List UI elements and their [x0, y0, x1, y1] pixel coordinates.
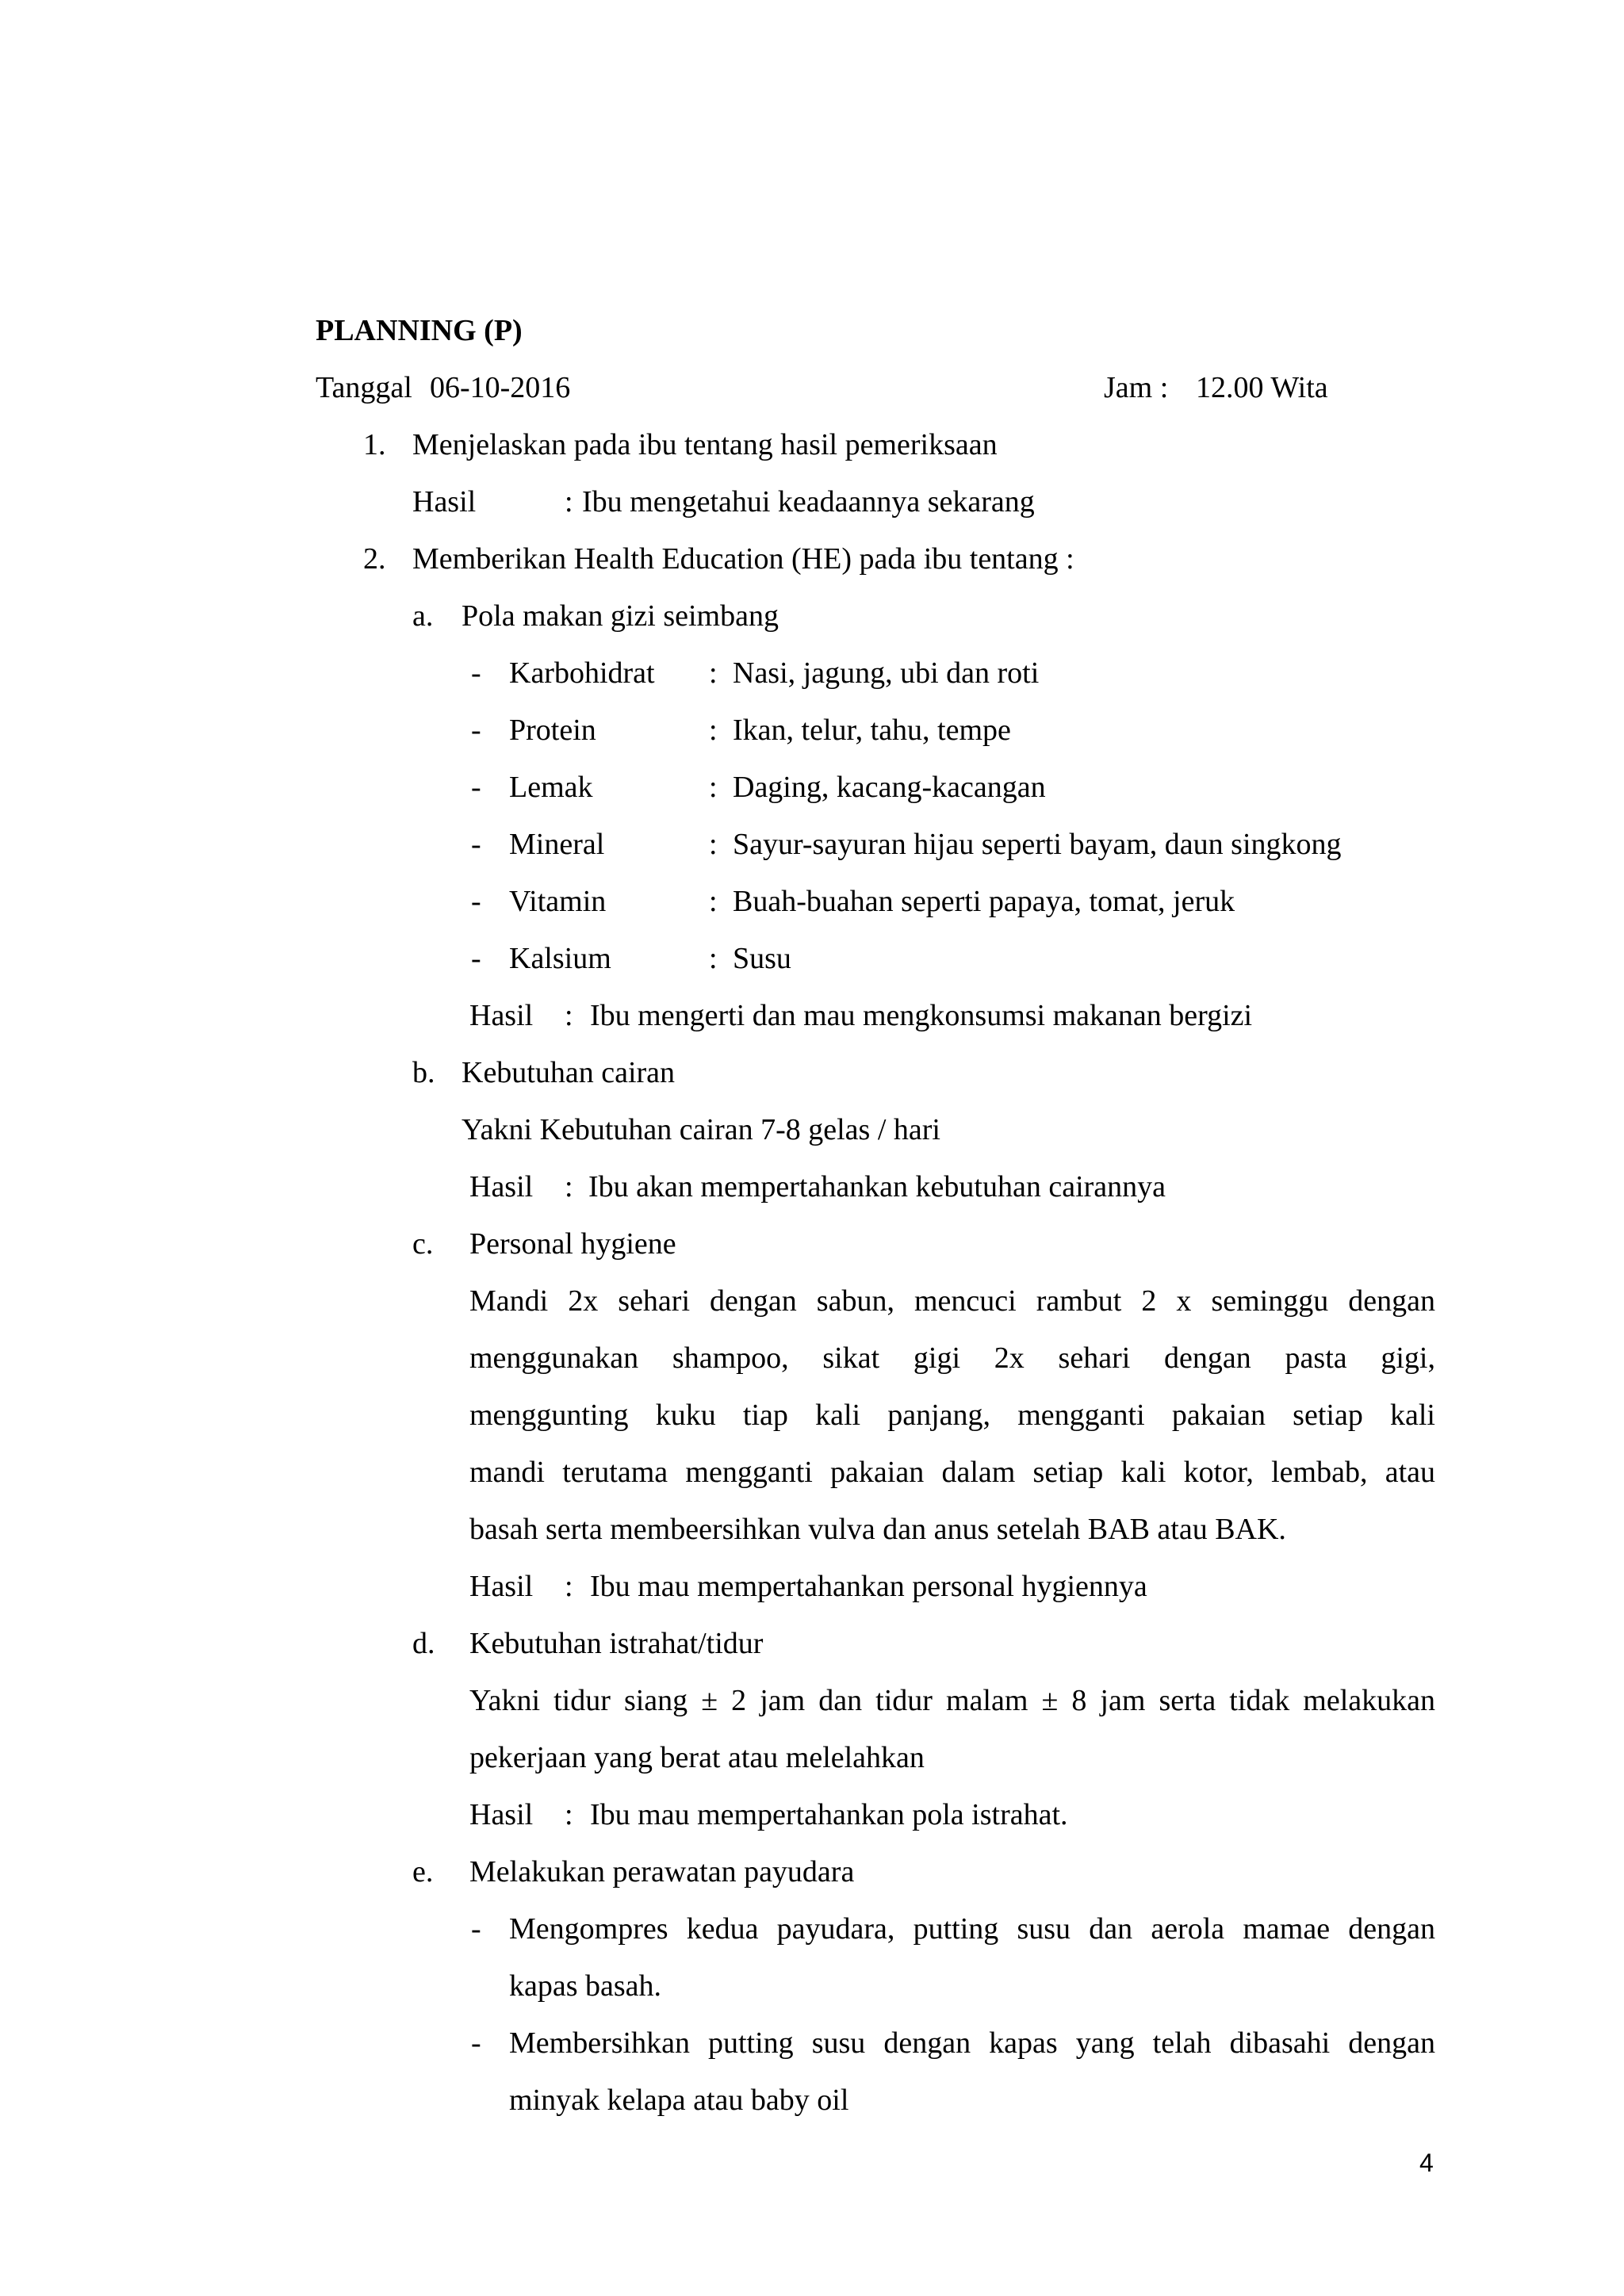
step-dash: -	[471, 1912, 481, 1946]
nutrient-separator: :	[709, 656, 718, 690]
date-value: 06-10-2016	[430, 371, 571, 404]
subitem-c-paragraph-line: menggunakan shampoo, sikat gigi 2x sehari dengan pasta gigi,	[469, 1341, 1435, 1375]
subitem-a-letter: a.	[412, 599, 434, 633]
subitem-a-title: Pola makan gizi seimbang	[462, 599, 779, 633]
nutrient-dash: -	[471, 942, 481, 975]
nutrient-dash: -	[471, 885, 481, 918]
step-line: Mengompres kedua payudara, putting susu dan aerola mamae dengan	[509, 1912, 1435, 1946]
page-heading: PLANNING (P)	[316, 314, 523, 347]
subitem-e-letter: e.	[412, 1855, 434, 1888]
subitem-c-title: Personal hygiene	[469, 1227, 676, 1261]
subitem-c-paragraph-last-line: basah serta membeersihkan vulva dan anus setelah BAB atau BAK.	[469, 1513, 1286, 1546]
nutrient-value: Buah-buahan seperti papaya, tomat, jeruk	[733, 885, 1235, 918]
subitem-d-result-separator: :	[565, 1798, 573, 1831]
item-1-result-label: Hasil	[412, 485, 477, 519]
nutrient-name: Vitamin	[509, 885, 607, 918]
step-line: kapas basah.	[509, 1969, 662, 2003]
subitem-d-description-line: pekerjaan yang berat atau melelahkan	[469, 1741, 925, 1774]
nutrient-dash: -	[471, 771, 481, 804]
subitem-d-result-text: Ibu mau mempertahankan pola istrahat.	[590, 1798, 1068, 1831]
step-dash: -	[471, 2026, 481, 2060]
item-1-number: 1.	[363, 428, 386, 461]
subitem-c-result-text: Ibu mau mempertahankan personal hygiennya	[590, 1570, 1147, 1603]
time-label: Jam :	[1104, 371, 1169, 404]
item-2-text: Memberikan Health Education (HE) pada ibu tentang :	[412, 542, 1074, 576]
subitem-b-letter: b.	[412, 1056, 435, 1089]
item-1-text: Menjelaskan pada ibu tentang hasil pemeriksaan	[412, 428, 998, 461]
time-value: 12.00 Wita	[1196, 371, 1328, 404]
step-line: Membersihkan putting susu dengan kapas yang telah dibasahi dengan	[509, 2026, 1435, 2060]
subitem-e-title: Melakukan perawatan payudara	[469, 1855, 855, 1888]
item-1-result-separator: :	[565, 485, 573, 519]
subitem-b-result-label: Hasil	[469, 1170, 534, 1203]
nutrient-separator: :	[709, 714, 718, 747]
subitem-c-result-label: Hasil	[469, 1570, 534, 1603]
subitem-a-result-text: Ibu mengerti dan mau mengkonsumsi makanan bergizi	[590, 999, 1253, 1032]
nutrient-name: Lemak	[509, 771, 593, 804]
subitem-d-description-line: Yakni tidur siang ± 2 jam dan tidur malam ± 8 jam serta tidak melakukan	[469, 1684, 1435, 1717]
nutrient-dash: -	[471, 656, 481, 690]
subitem-c-paragraph-line: Mandi 2x sehari dengan sabun, mencuci rambut 2 x seminggu dengan	[469, 1284, 1435, 1318]
nutrient-name: Karbohidrat	[509, 656, 655, 690]
subitem-c-result-separator: :	[565, 1570, 573, 1603]
nutrient-value: Daging, kacang-kacangan	[733, 771, 1046, 804]
subitem-b-description: Yakni Kebutuhan cairan 7-8 gelas / hari	[462, 1113, 940, 1146]
subitem-d-title: Kebutuhan istrahat/tidur	[469, 1627, 764, 1660]
nutrient-dash: -	[471, 828, 481, 861]
nutrient-name: Mineral	[509, 828, 605, 861]
nutrient-dash: -	[471, 714, 481, 747]
nutrient-value: Ikan, telur, tahu, tempe	[733, 714, 1011, 747]
nutrient-separator: :	[709, 771, 718, 804]
nutrient-name: Protein	[509, 714, 596, 747]
nutrient-separator: :	[709, 885, 718, 918]
subitem-b-result-text: Ibu akan mempertahankan kebutuhan cairannya	[588, 1170, 1166, 1203]
subitem-a-result-separator: :	[565, 999, 573, 1032]
page-number: 4	[1419, 2149, 1434, 2177]
subitem-d-letter: d.	[412, 1627, 435, 1660]
nutrient-value: Nasi, jagung, ubi dan roti	[733, 656, 1040, 690]
subitem-c-paragraph-line: mandi terutama mengganti pakaian dalam setiap kali kotor, lembab, atau	[469, 1456, 1435, 1489]
item-2-number: 2.	[363, 542, 386, 576]
nutrient-separator: :	[709, 828, 718, 861]
nutrient-name: Kalsium	[509, 942, 611, 975]
date-label: Tanggal	[316, 371, 412, 404]
item-1-result-text: Ibu mengetahui keadaannya sekarang	[582, 485, 1035, 519]
subitem-c-paragraph-line: menggunting kuku tiap kali panjang, mengganti pakaian setiap kali	[469, 1399, 1435, 1432]
nutrient-value: Susu	[733, 942, 791, 975]
subitem-b-result-separator: :	[565, 1170, 573, 1203]
step-line: minyak kelapa atau baby oil	[509, 2084, 849, 2117]
subitem-a-result-label: Hasil	[469, 999, 534, 1032]
nutrient-separator: :	[709, 942, 718, 975]
subitem-d-result-label: Hasil	[469, 1798, 534, 1831]
subitem-b-title: Kebutuhan cairan	[462, 1056, 676, 1089]
subitem-c-letter: c.	[412, 1227, 434, 1261]
nutrient-value: Sayur-sayuran hijau seperti bayam, daun singkong	[733, 828, 1342, 861]
